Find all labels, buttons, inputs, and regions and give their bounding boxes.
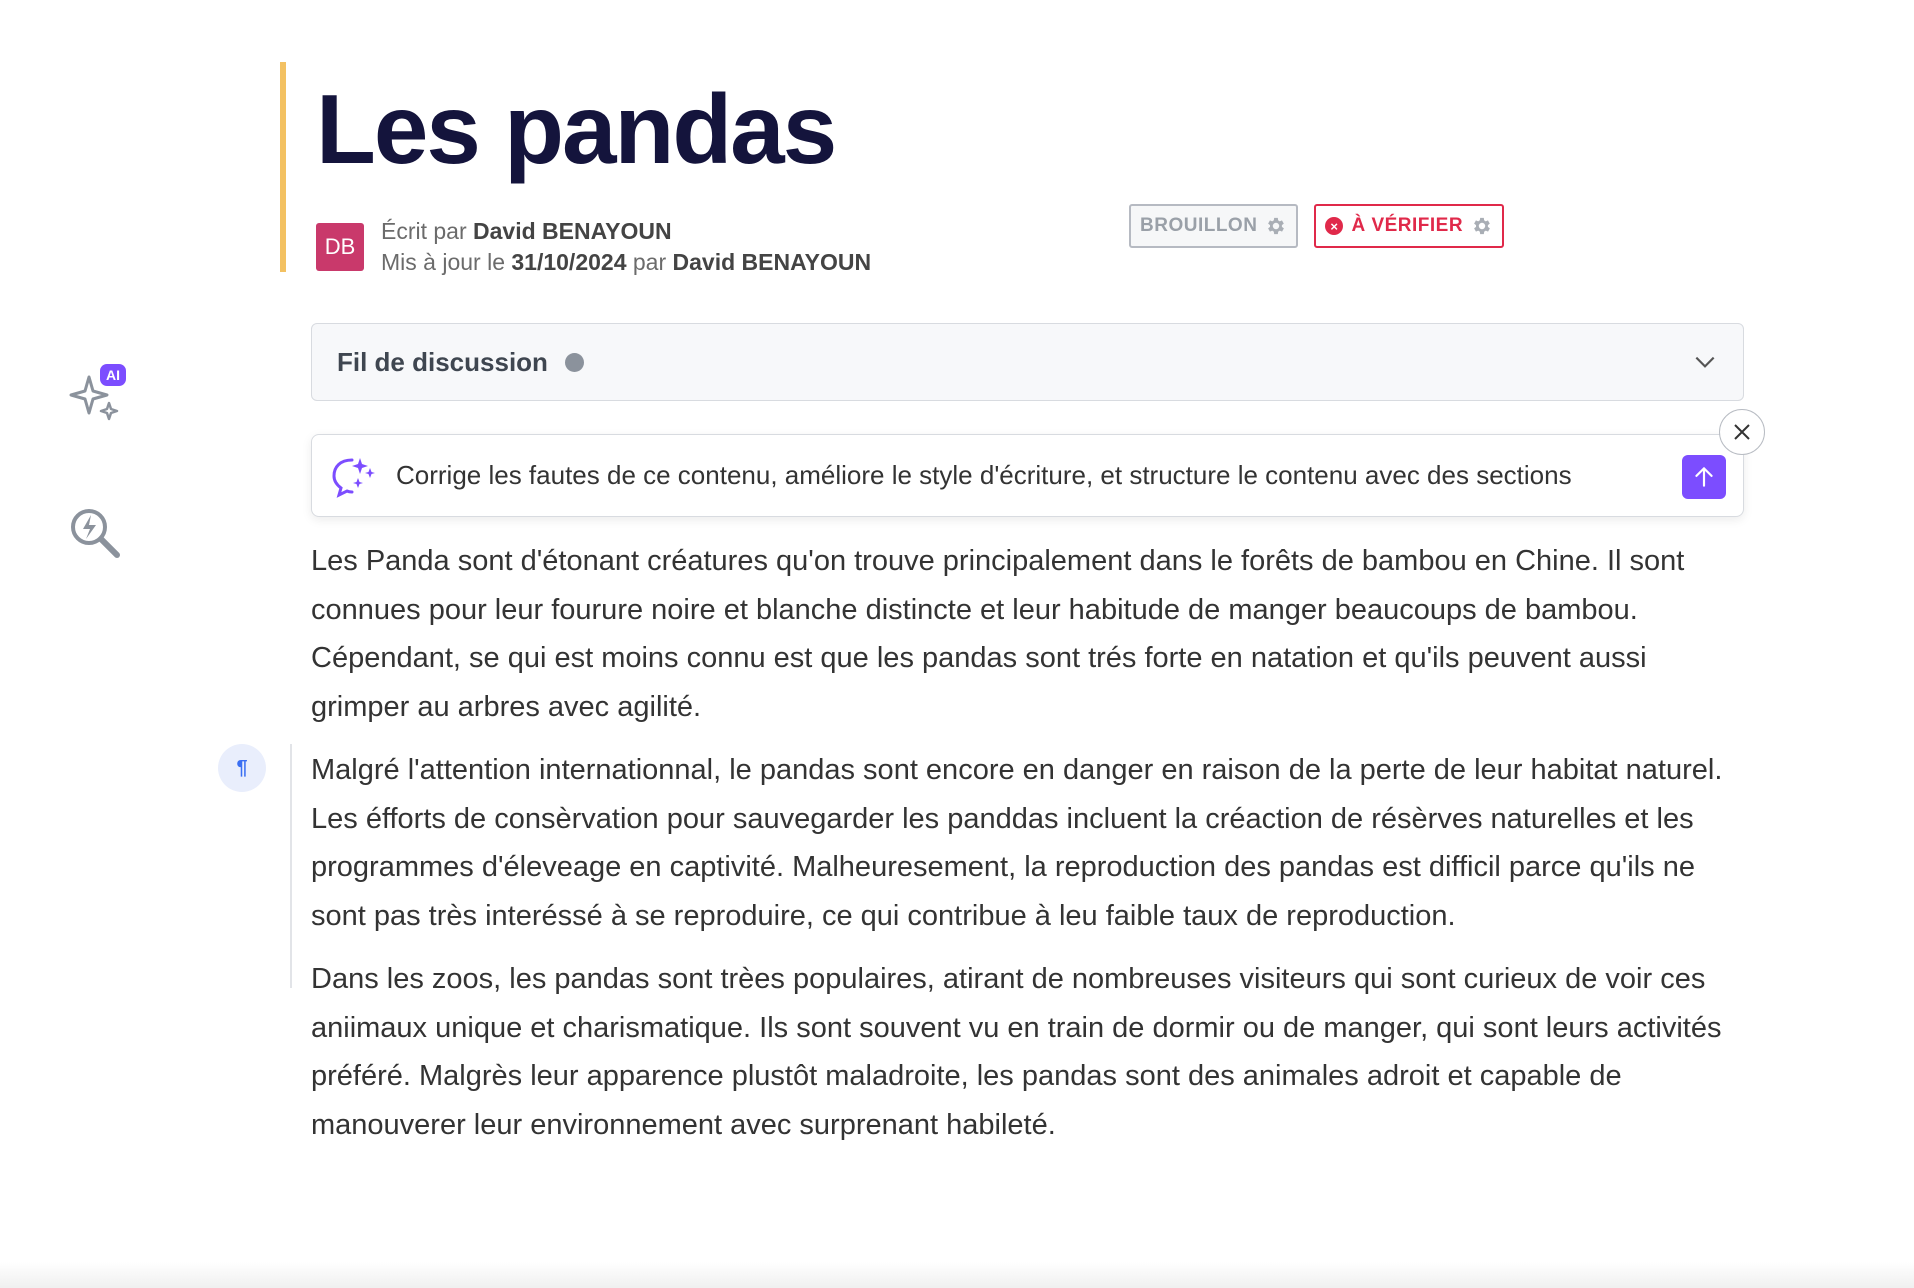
author-name: David BENAYOUN — [473, 218, 672, 244]
send-prompt-button[interactable] — [1682, 455, 1726, 499]
page-title: Les pandas — [316, 74, 836, 184]
thread-label: Fil de discussion — [337, 346, 548, 377]
verify-status-badge[interactable]: × À VÉRIFIER — [1314, 204, 1504, 248]
ai-prompt-input[interactable] — [396, 460, 1646, 491]
bottom-shadow — [0, 1262, 1914, 1288]
paragraph-handle-button[interactable]: ¶ — [218, 744, 266, 792]
updated-line: Mis à jour le 31/10/2024 par David BENAYOUN — [381, 249, 872, 275]
thread-status-dot — [565, 353, 584, 372]
discussion-thread-toggle[interactable] — [311, 323, 1744, 401]
updated-by-name: David BENAYOUN — [672, 249, 872, 275]
paragraph-1: Les Panda sont d'étonant créatures qu'on trouve principalement dans le forêts de bambou en Chine. Il sont connues pour leur fourure noire et blanche distincte et leur habitude de manger beaucoups de bambou. Cépendant, se qui est moins connu est que les pandas sont trés forte en natation et qu'ils peuvent aussi grimper au arbres avec agilité. — [311, 545, 1685, 723]
paragraph-2: Malgré l'attention internationnal, le pandas sont encore en danger en raison de la perte de leur habitat naturel. Les éfforts de consèrvation pour sauvegarder les panddas incluent la créaction de résèrves naturelles et les programmes d'éleveage en captivité. Malheuresement, la reproduction des pandas est difficil parce qu'ils ne sont pas très interéssé à se reproduire, ce qui contribue à leu faible taux de reproduction. — [311, 754, 1723, 932]
gear-icon — [1265, 215, 1287, 237]
quick-search-button[interactable] — [60, 498, 130, 568]
paragraph-3: Dans les zoos, les pandas sont trèes populaires, atirant de nombreuses visiteurs qui sont curieux de voir ces aniimaux unique et charismatique. Ils sont souvent vu en train de dormir ou de manger, qui sont leurs activités préféré. Malgrès leur apparence plustôt maladroite, les pandas sont des animales adroit et capable de manouverer leur environnement avec surprenant habileté. — [311, 963, 1722, 1141]
avatar: DB — [316, 223, 364, 271]
author-info — [381, 216, 871, 278]
close-prompt-button[interactable] — [1719, 409, 1765, 455]
article-header — [280, 62, 1520, 275]
ai-assistant-button[interactable] — [60, 360, 130, 430]
paragraph-selection-bar — [290, 744, 292, 988]
ai-chat-sparkles-icon — [330, 454, 378, 498]
chevron-down-icon — [1692, 349, 1718, 375]
close-icon — [1732, 422, 1752, 442]
quick-search-icon — [65, 503, 125, 563]
written-by-line: Écrit par David BENAYOUN — [381, 218, 672, 244]
gear-icon — [1471, 215, 1493, 237]
error-icon: × — [1325, 217, 1343, 235]
ai-prompt-box — [311, 434, 1744, 517]
status-badges — [1129, 204, 1504, 248]
draft-status-badge[interactable]: BROUILLON — [1129, 204, 1298, 248]
updated-date: 31/10/2024 — [511, 249, 627, 275]
arrow-up-icon — [1691, 464, 1717, 490]
article-content[interactable] — [311, 537, 1751, 1164]
ai-badge: AI — [100, 364, 126, 386]
